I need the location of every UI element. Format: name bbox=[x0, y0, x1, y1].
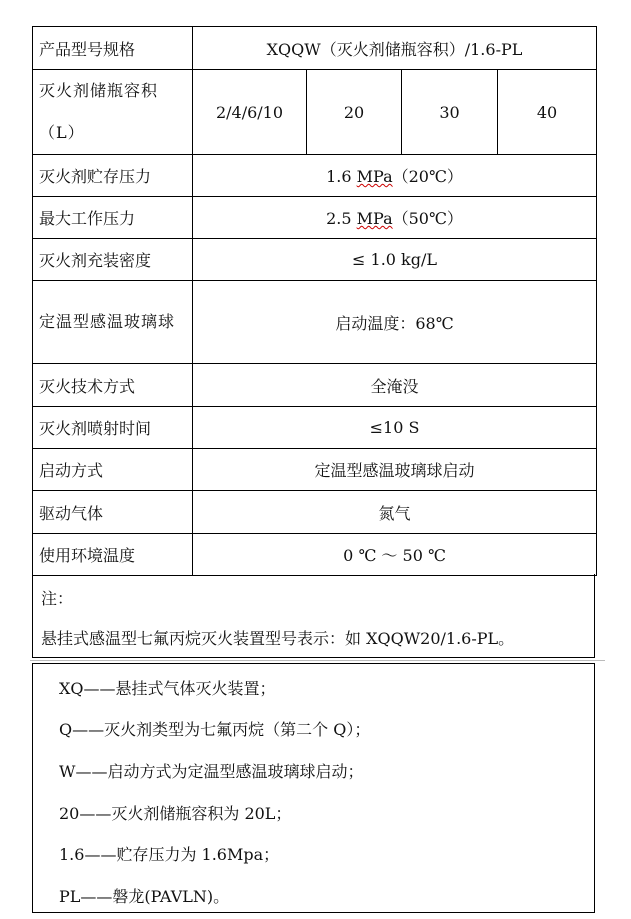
row-label: 启动方式 bbox=[33, 449, 193, 491]
capacity-value: 30 bbox=[402, 70, 498, 155]
legend-line: PL——磐龙(PAVLN)。 bbox=[59, 887, 230, 906]
table-row bbox=[33, 155, 597, 197]
row-value: ≤ 1.0 kg/L bbox=[193, 239, 597, 281]
row-value bbox=[193, 155, 597, 197]
table-row bbox=[33, 407, 597, 449]
row-label: 定温型感温玻璃球 bbox=[33, 281, 193, 364]
value-condition: （20℃） bbox=[392, 167, 463, 186]
value-number: 2.5 bbox=[326, 209, 357, 228]
table-row bbox=[33, 491, 597, 534]
row-label: 灭火剂充装密度 bbox=[33, 239, 193, 281]
table-row bbox=[33, 364, 597, 407]
table-row bbox=[33, 534, 597, 576]
row-value: 定温型感温玻璃球启动 bbox=[193, 449, 597, 491]
table-row bbox=[33, 239, 597, 281]
divider bbox=[30, 660, 605, 661]
row-value: 氮气 bbox=[193, 491, 597, 534]
capacity-value: 2/4/6/10 bbox=[193, 70, 307, 155]
row-value: 0 ℃ ～ 50 ℃ bbox=[193, 534, 597, 576]
note-title: 注： bbox=[41, 589, 74, 608]
table-row bbox=[33, 197, 597, 239]
row-value bbox=[193, 197, 597, 239]
table-row bbox=[33, 27, 597, 70]
capacity-value: 20 bbox=[307, 70, 402, 155]
row-value: ≤10 S bbox=[193, 407, 597, 449]
row-label: 灭火技术方式 bbox=[33, 364, 193, 407]
row-value: 启动温度：68℃ bbox=[193, 281, 597, 364]
value-number: 1.6 bbox=[326, 167, 357, 186]
value-unit: MPa bbox=[356, 209, 393, 228]
row-label: 使用环境温度 bbox=[33, 534, 193, 576]
row-label: 灭火剂喷射时间 bbox=[33, 407, 193, 449]
row-label: 灭火剂储瓶容积（L） bbox=[33, 70, 193, 155]
capacity-value: 40 bbox=[498, 70, 597, 155]
note-box bbox=[32, 574, 595, 658]
table-row bbox=[33, 449, 597, 491]
value-unit: MPa bbox=[356, 167, 393, 186]
value-condition: （50℃） bbox=[392, 209, 463, 228]
model-legend-box bbox=[32, 663, 595, 913]
table-row bbox=[33, 70, 597, 155]
row-value: XQQW（灭火剂储瓶容积）/1.6-PL bbox=[193, 27, 597, 70]
legend-line: 20——灭火剂储瓶容积为 20L； bbox=[59, 804, 292, 823]
note-text: 悬挂式感温型七氟丙烷灭火装置型号表示：如 XQQW20/1.6-PL。 bbox=[41, 629, 515, 648]
row-label: 产品型号规格 bbox=[33, 27, 193, 70]
spec-table bbox=[32, 26, 597, 576]
legend-line: Q——灭火剂类型为七氟丙烷（第二个 Q）； bbox=[59, 720, 371, 739]
legend-line: XQ——悬挂式气体灭火装置； bbox=[59, 679, 276, 698]
row-label: 最大工作压力 bbox=[33, 197, 193, 239]
legend-line: W——启动方式为定温型感温玻璃球启动； bbox=[59, 762, 364, 781]
table-row bbox=[33, 281, 597, 364]
legend-line: 1.6——贮存压力为 1.6Mpa； bbox=[59, 845, 280, 864]
row-label: 驱动气体 bbox=[33, 491, 193, 534]
row-label: 灭火剂贮存压力 bbox=[33, 155, 193, 197]
row-value: 全淹没 bbox=[193, 364, 597, 407]
